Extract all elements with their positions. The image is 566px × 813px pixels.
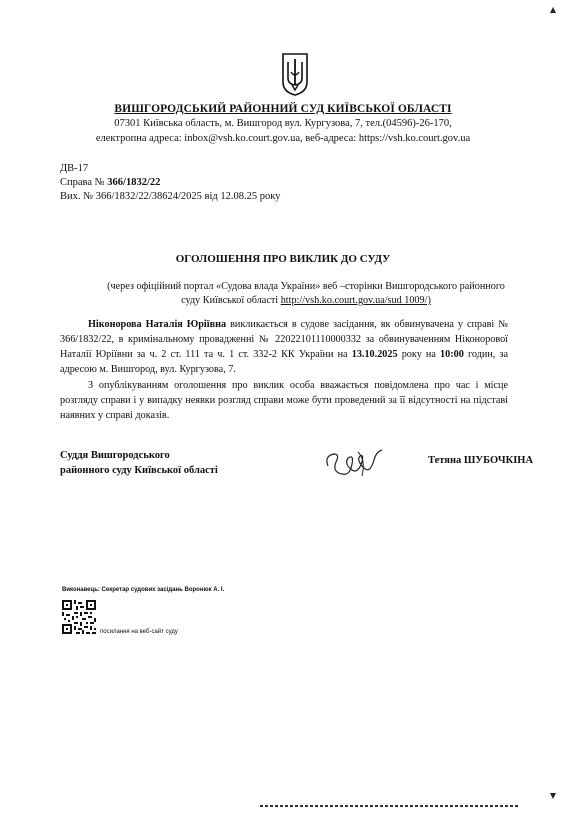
judge-title: [60, 448, 218, 478]
summons-text-b: року на: [397, 349, 441, 360]
executor-line: Виконавець: Секретар судових засідань Воронюк А. І.: [62, 587, 225, 593]
summons-text-a: викликається в судове засідання, як обвинувачена у справі № 366/1832/22, в кримінальному провадженні № 22022101110000332 за обвинуваченням Ніконорової Наталії Юріївни за ч. 2 ст. 111 та ч. 1 ст. 332-2 КК України на: [60, 319, 508, 360]
court-website-link[interactable]: http://vsh.ko.court.gov.ua/sud 1009/): [280, 295, 431, 306]
judge-title-line2: районного суду Київської області: [60, 465, 218, 476]
court-name: ВИШГОРОДСЬКИЙ РАЙОННИЙ СУД КИЇВСЬКОЇ ОБЛАСТІ: [114, 103, 452, 115]
publication-note-line1: (через офіційний портал «Судова влада України» веб –сторінки Вишгородського районного: [107, 281, 505, 292]
court-contacts: електропна адреса: inbox@vsh.ko.court.gov.ua, веб-адреса: https://vsh.ko.court.gov.ua: [95, 133, 471, 144]
judge-name: Тетяна ШУБОЧКІНА: [428, 455, 534, 466]
summons-text-c: годин, за адресою м. Вишгород, вул. Кургузова, 7.: [60, 349, 509, 375]
outgoing-number: Вих. № 366/1832/22/38624/2025 від 12.08.25 року: [60, 191, 281, 202]
judge-signature-icon: [322, 446, 392, 482]
qr-code-icon[interactable]: [62, 600, 96, 634]
publication-note: [86, 280, 526, 308]
qr-caption: посилання на веб-сайт суду: [100, 629, 178, 635]
case-number: 366/1832/22: [107, 177, 161, 188]
court-address: 07301 Київська область, м. Вишгород вул. Кургузова, 7, тел.(04596)-26-170,: [114, 118, 452, 129]
notice-paragraph: З опублікуванням оголошення про виклик особа вважається повідомлена про час і місце розгляду справи і у випадку неявки розгляд справи може бути проведений за її відсутності на підставі наявних у справі доказів.: [60, 380, 508, 421]
coat-of-arms-icon: [281, 52, 309, 96]
document-code: ДВ-17: [60, 163, 89, 174]
hearing-time: 10:00: [440, 349, 464, 360]
publication-note-prefix: суду Київської області: [181, 295, 281, 306]
defendant-name: Ніконорова Наталія Юріївна: [88, 319, 227, 330]
case-prefix: Справа №: [60, 177, 108, 188]
publication-note-line2: [86, 294, 526, 308]
scan-corner-marker-icon: [548, 2, 558, 12]
case-number-line: [60, 177, 160, 188]
hearing-date: 13.10.2025: [351, 349, 398, 360]
summons-paragraph: [60, 317, 508, 377]
judge-title-line1: Суддя Вишгородського: [60, 450, 170, 461]
scan-edge-artifact: [0, 795, 566, 800]
page-title: ОГОЛОШЕННЯ ПРО ВИКЛИК ДО СУДУ: [175, 253, 391, 265]
